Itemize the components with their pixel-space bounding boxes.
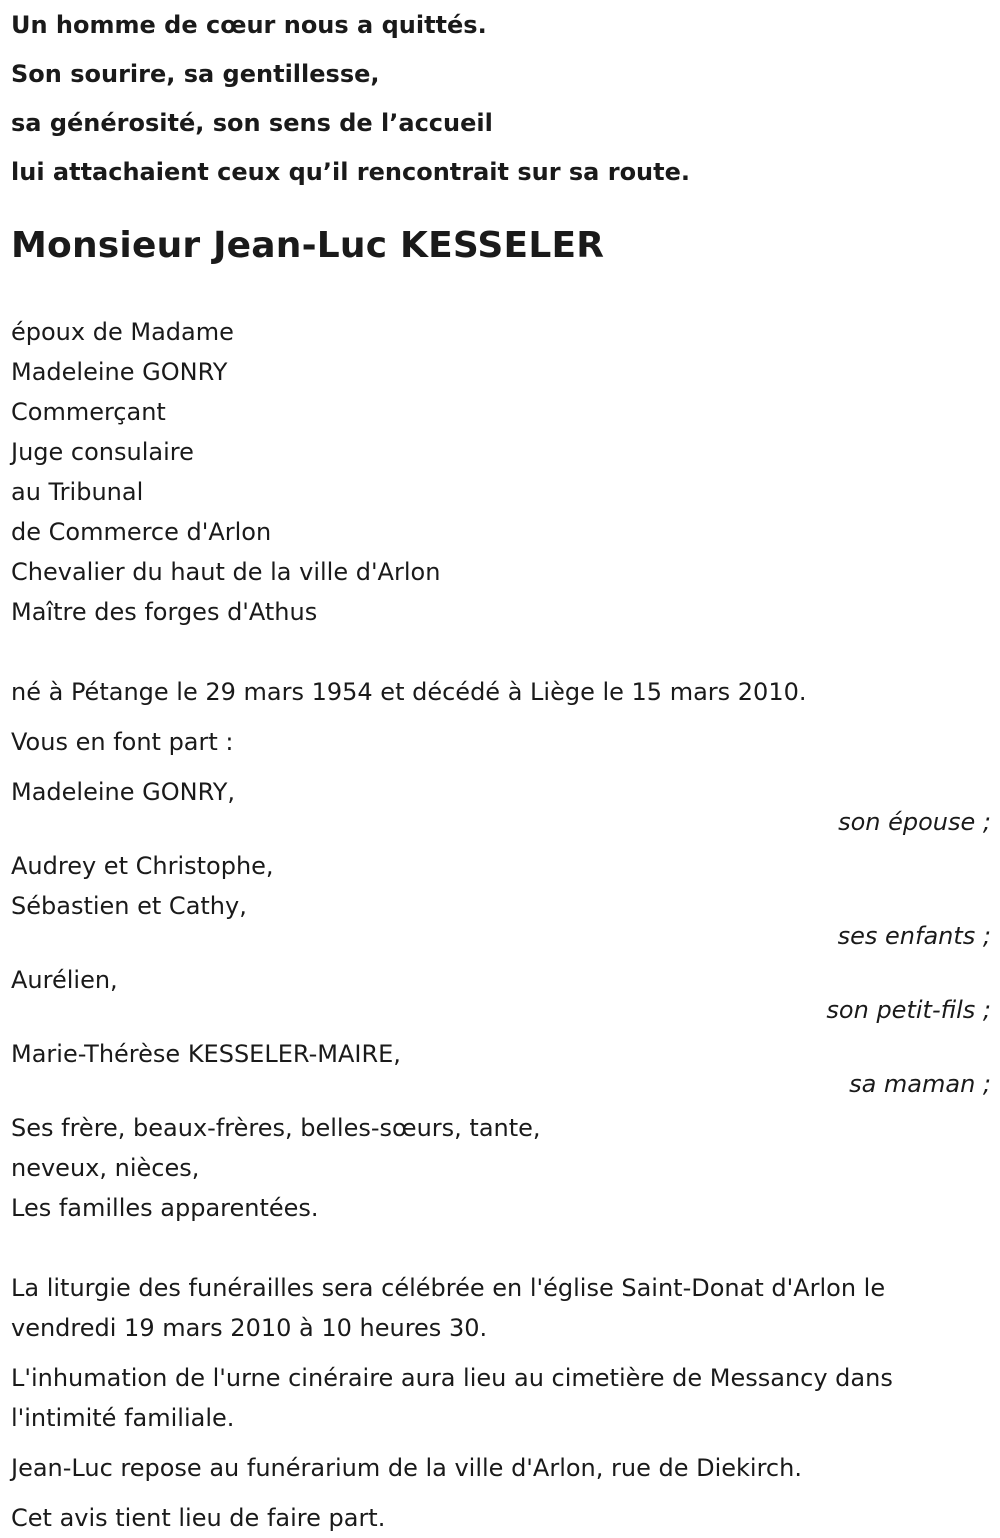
epitaph-line: Son sourire, sa gentillesse, bbox=[11, 60, 380, 88]
relative-name: Audrey et Christophe, bbox=[11, 852, 274, 880]
deceased-name: Monsieur Jean-Luc KESSELER bbox=[11, 225, 605, 266]
relative-name: Sébastien et Cathy, bbox=[11, 892, 247, 920]
title-line: au Tribunal bbox=[11, 478, 144, 506]
relative-entry bbox=[11, 960, 991, 1022]
burial-info: L'inhumation de l'urne cinéraire aura lieu au cimetière de Messancy dans l'intimité familiale. bbox=[11, 1364, 893, 1432]
relative-entry bbox=[11, 1034, 991, 1096]
other-relatives-line: Les familles apparentées. bbox=[11, 1194, 319, 1222]
liturgy-info: La liturgie des funérailles sera célébrée en l'église Saint-Donat d'Arlon le vendredi 19 mars 2010 à 10 heures 30. bbox=[11, 1274, 886, 1342]
relative-role: sa maman ; bbox=[849, 1070, 991, 1098]
relative-entry bbox=[11, 772, 991, 834]
other-relatives-line: neveux, nièces, bbox=[11, 1154, 200, 1182]
notice-info: Cet avis tient lieu de faire part. bbox=[11, 1504, 386, 1532]
relatives-list bbox=[11, 772, 991, 1096]
title-line: Commerçant bbox=[11, 398, 166, 426]
relative-role: son épouse ; bbox=[838, 808, 991, 836]
epitaph-line: sa générosité, son sens de l’accueil bbox=[11, 109, 493, 137]
epitaph-line: Un homme de cœur nous a quittés. bbox=[11, 11, 487, 39]
other-relatives bbox=[11, 1108, 991, 1228]
relative-entry bbox=[11, 846, 991, 948]
epitaph-line: lui attachaient ceux qu’il rencontrait sur sa route. bbox=[11, 158, 691, 186]
obituary-notice bbox=[11, 0, 991, 1538]
relative-name: Aurélien, bbox=[11, 966, 118, 994]
relative-name: Madeleine GONRY, bbox=[11, 778, 235, 806]
title-line: Chevalier du haut de la ville d'Arlon bbox=[11, 558, 441, 586]
title-line: époux de Madame bbox=[11, 318, 234, 346]
relative-role: ses enfants ; bbox=[837, 922, 991, 950]
announcement-intro: Vous en font part : bbox=[11, 728, 234, 756]
relative-role: son petit-fils ; bbox=[826, 996, 991, 1024]
title-line: Madeleine GONRY bbox=[11, 358, 228, 386]
deceased-titles bbox=[11, 312, 991, 632]
relative-name: Marie-Thérèse KESSELER-MAIRE, bbox=[11, 1040, 401, 1068]
epitaph bbox=[11, 1, 991, 197]
other-relatives-line: Ses frère, beaux-frères, belles-sœurs, tante, bbox=[11, 1114, 541, 1142]
birth-death-line: né à Pétange le 29 mars 1954 et décédé à Liège le 15 mars 2010. bbox=[11, 678, 807, 706]
title-line: Maître des forges d'Athus bbox=[11, 598, 318, 626]
title-line: Juge consulaire bbox=[11, 438, 194, 466]
viewing-info: Jean-Luc repose au funérarium de la ville d'Arlon, rue de Diekirch. bbox=[11, 1454, 802, 1482]
title-line: de Commerce d'Arlon bbox=[11, 518, 272, 546]
